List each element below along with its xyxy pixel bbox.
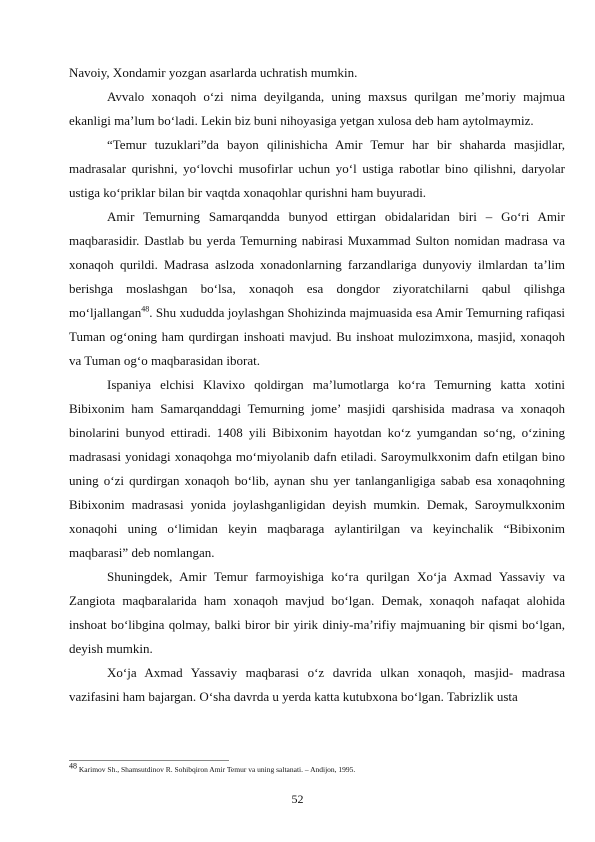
gori-amir-text-part1: Amir Temurning Samarqandda bunyod ettirgan obidalaridan biri – Go‘ri Amir maqbarasidir. Dastlab bu yerda Temurning nabirasi Muxammad Sulton nomidan madrasa va xonaqoh qurildi. Madrasa aslzoda xonadonlarning farzandlariga dunyoviy ilmlardan ta’lim berishga moslashgan bo‘lsa, xonaqoh esa dongdor ziyoratchilarni qabul qilishga mo‘ljallangan <box>69 209 565 320</box>
gori-amir-text-part2: . Shu xududda joylashgan Shohizinda majmuasida esa Amir Temurning rafiqasi Tuman og‘oning ham qurdirgan inshoati mavjud. Bu inshoat mulozimxona, masjid, xonaqoh va Tuman og‘o maqbarasidan iborat. <box>69 305 565 368</box>
paragraph-yassaviy-zangiota: Shuningdek, Amir Temur farmoyishiga ko‘ra qurilgan Xo‘ja Axmad Yassaviy va Zangiota maqbaralarida ham xonaqoh mavjud bo‘lgan. Demak, xonaqoh nafaqat alohida inshoat bo‘libgina qolmay, balki biror bir yirik diniy-ma’rifiy majmuaning bir qismi bo‘lgan, deyish mumkin. <box>69 569 565 656</box>
paragraph-gori-amir <box>69 205 565 373</box>
continuation-line: Navoiy, Xondamir yozgan asarlarda uchratish mumkin. <box>69 65 358 80</box>
footnote-text: Karimov Sh., Shamsutdinov R. Sohibqiron Amir Temur va uning saltanati. – Andijon, 1995. <box>78 765 356 774</box>
paragraph-xonaqoh-definition: Avvalo xonaqoh o‘zi nima deyilganda, uning maxsus qurilgan me’moriy majmua ekanligi ma’lum bo‘ladi. Lekin biz buni nihoyasiga yetgan xulosa deb ham aytolmaymiz. <box>69 89 565 128</box>
paragraph-klavixo: Ispaniya elchisi Klavixo qoldirgan ma’lumotlarga ko‘ra Temurning katta xotini Bibixonim ham Samarqanddagi Temurning jome’ masjidi qarshisida madrasa va xonaqoh binolarini bunyod ettiradi. 1408 yili Bibixonim hayotdan ko‘z yumgandan so‘ng, o‘zining madrasasi yonidagi xonaqohga mo‘miyolanib dafn etiladi. Saroymulkxonim dafn etilgan bino uning o‘zi qurdirgan xonaqoh bo‘lib, aynan shu yer tanlanganligiga sabab esa xonaqohning Bibixonim madrasasi yonida joylashganligidan deyish mumkin. Demak, Saroymulkxonim xonaqohi uning o‘limidan keyin maqbaraga aylantirilgan va keyinchalik “Bibixonim maqbarasi” deb nomlangan. <box>69 377 565 560</box>
footnote <box>69 761 565 775</box>
footnote-reference: 48 <box>141 304 150 314</box>
page-number: 52 <box>291 792 304 806</box>
footnote-mark: 48 <box>69 761 77 771</box>
footnote-area <box>69 760 565 775</box>
paragraph-yassaviy-maqbarasi: Xo‘ja Axmad Yassaviy maqbarasi o‘z davrida ulkan xonaqoh, masjid- madrasa vazifasini ham bajargan. O‘sha davrda u yerda katta kutubxona bo‘lgan. Tabrizlik usta <box>69 665 565 704</box>
page-body <box>69 61 565 709</box>
paragraph-temur-tuzuklari: “Temur tuzuklari”da bayon qilinishicha Amir Temur har bir shaharda masjidlar, madrasalar qurishni, yo‘lovchi musofirlar uchun yo‘l ustiga rabotlar bino qilishni, daryolar ustiga ko‘priklar bilan bir vaqtda xonaqohlar qurishni ham buyuradi. <box>69 137 565 200</box>
footnote-divider <box>69 760 229 761</box>
